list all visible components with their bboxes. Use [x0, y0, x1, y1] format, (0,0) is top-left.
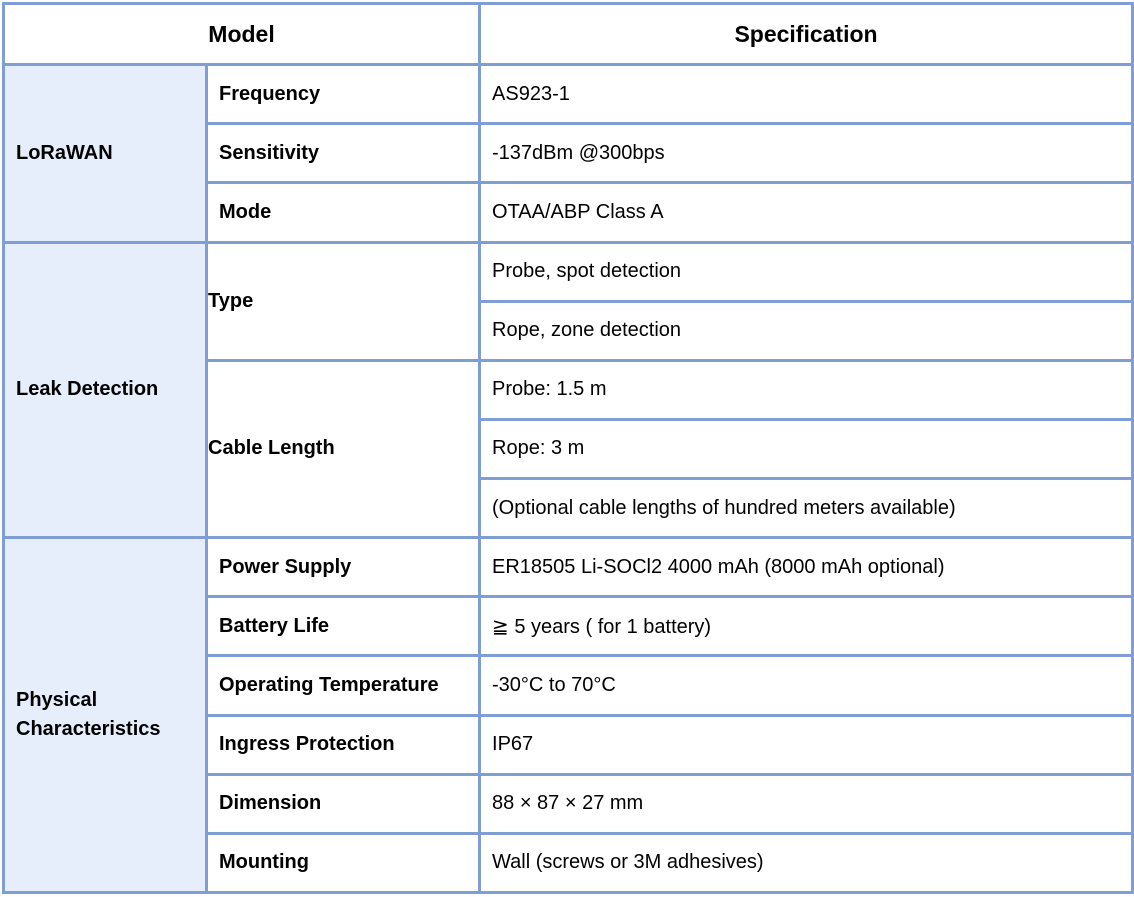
value-frequency: AS923-1: [480, 65, 1133, 124]
value-mounting: Wall (screws or 3M adhesives): [480, 833, 1133, 892]
value-battery-life: ≧ 5 years ( for 1 battery): [480, 597, 1133, 656]
group-physical-line2: Characteristics: [16, 718, 161, 741]
table-row: [4, 538, 1133, 597]
group-leak-detection: Leak Detection: [4, 242, 207, 538]
param-type: Type: [207, 242, 480, 360]
param-mounting: Mounting: [207, 833, 480, 892]
value-type-probe: Probe, spot detection: [480, 242, 1133, 301]
value-dimension: 88 × 87 × 27 mm: [480, 774, 1133, 833]
value-cable-rope: Rope: 3 m: [480, 419, 1133, 478]
param-ingress-protection: Ingress Protection: [207, 715, 480, 774]
param-mode: Mode: [207, 183, 480, 242]
table-row: [4, 242, 1133, 301]
group-physical-line1: Physical: [16, 689, 98, 712]
param-dimension: Dimension: [207, 774, 480, 833]
param-sensitivity: Sensitivity: [207, 124, 480, 183]
value-power-supply: ER18505 Li-SOCl2 4000 mAh (8000 mAh optional): [480, 538, 1133, 597]
specification-header: Specification: [480, 4, 1133, 65]
group-lorawan: LoRaWAN: [4, 65, 207, 242]
param-frequency: Frequency: [207, 65, 480, 124]
value-mode: OTAA/ABP Class A: [480, 183, 1133, 242]
param-cable-length: Cable Length: [207, 360, 480, 537]
model-header: Model: [4, 4, 480, 65]
param-battery-life: Battery Life: [207, 597, 480, 656]
param-power-supply: Power Supply: [207, 538, 480, 597]
group-physical-characteristics: [4, 538, 207, 893]
value-ingress-protection: IP67: [480, 715, 1133, 774]
specification-table: [2, 2, 1134, 894]
value-cable-optional: (Optional cable lengths of hundred meters available): [480, 479, 1133, 538]
table-header-row: [4, 4, 1133, 65]
param-operating-temperature: Operating Temperature: [207, 656, 480, 715]
value-type-rope: Rope, zone detection: [480, 301, 1133, 360]
table-row: [4, 65, 1133, 124]
value-cable-probe: Probe: 1.5 m: [480, 360, 1133, 419]
value-operating-temperature: -30°C to 70°C: [480, 656, 1133, 715]
value-sensitivity: -137dBm @300bps: [480, 124, 1133, 183]
